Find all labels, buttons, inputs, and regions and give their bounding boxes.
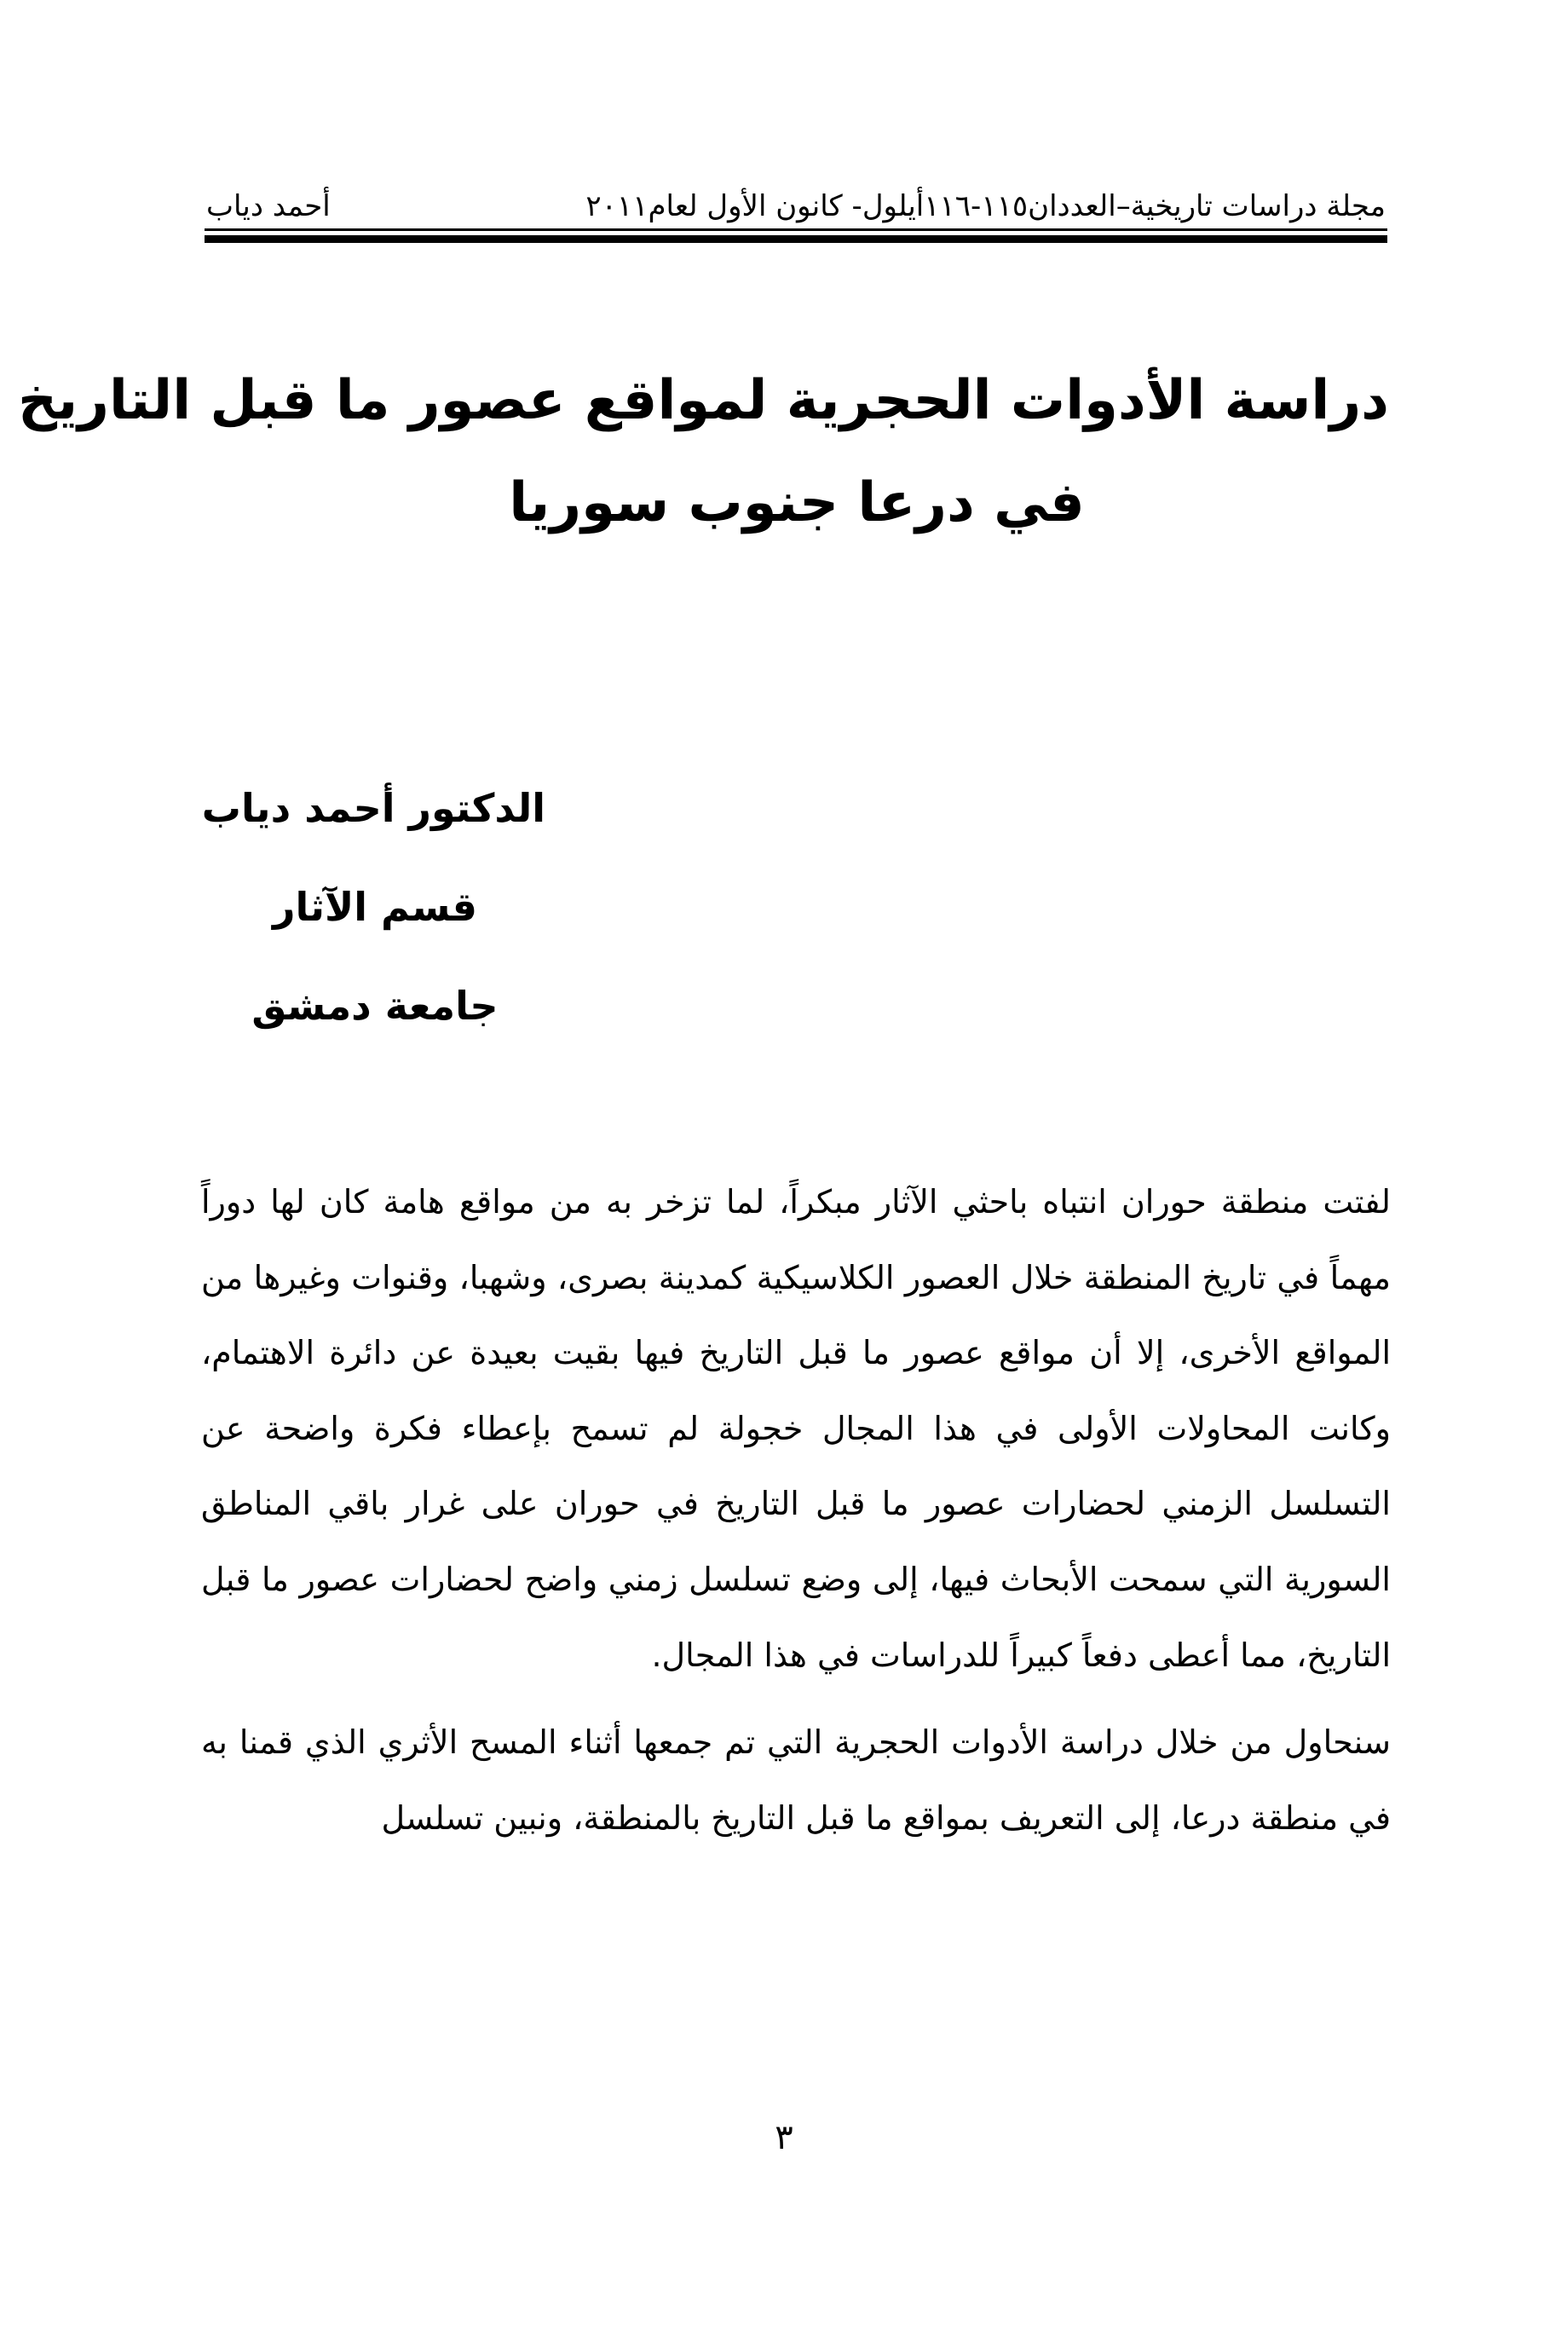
header-author: أحمد دياب [206,189,331,223]
author-block [201,759,545,1055]
header-rule-thin [205,228,1387,231]
page-number: ٣ [775,2118,793,2157]
author-department: قسم الآثار [272,884,478,930]
running-header [206,184,1386,228]
title-line-1: دراسة الأدوات الحجرية لمواقع عصور ما قبل التاريخ [18,369,1389,432]
author-university: جامعة دمشق [251,983,499,1029]
body-paragraph-2: سنحاول من خلال دراسة الأدوات الحجرية التي تم جمعها أثناء المسح الأثري الذي قمنا به في منطقة درعا، إلى التعريف بمواقع ما قبل التاريخ بالمنطقة، ونبين تسلسل [201,1723,1391,1837]
paper-title [18,349,1389,554]
author-name: الدكتور أحمد دياب [201,785,545,831]
journal-info: مجلة دراسات تاريخية–العددان١١٥-١١٦أيلول- كانون الأول لعام٢٠١١ [585,189,1386,223]
header-rule-thick [205,235,1387,243]
body-paragraph-1: لفتت منطقة حوران انتباه باحثي الآثار مبكراً، لما تزخر به من مواقع هامة كان لها دوراً مهماً في تاريخ المنطقة خلال العصور الكلاسيكية كمدينة بصرى، وشهبا، وقنوات وغيرها من المواقع الأخرى، إلا أن مواقع عصور ما قبل التاريخ فيها بقيت بعيدة عن دائرة الاهتمام، وكانت المحاولات الأولى في هذا المجال خجولة لم تسمح بإعطاء فكرة واضحة عن التسلسل الزمني لحضارات عصور ما قبل التاريخ في حوران على غرار باقي المناطق السورية التي سمحت الأبحاث فيها، إلى وضع تسلسل زمني واضح لحضارات عصور ما قبل التاريخ، مما أعطى دفعاً كبيراً للدراسات في هذا المجال. [201,1183,1391,1674]
body-text [201,1164,1391,1856]
title-line-2: في درعا جنوب سوريا [509,471,1085,534]
